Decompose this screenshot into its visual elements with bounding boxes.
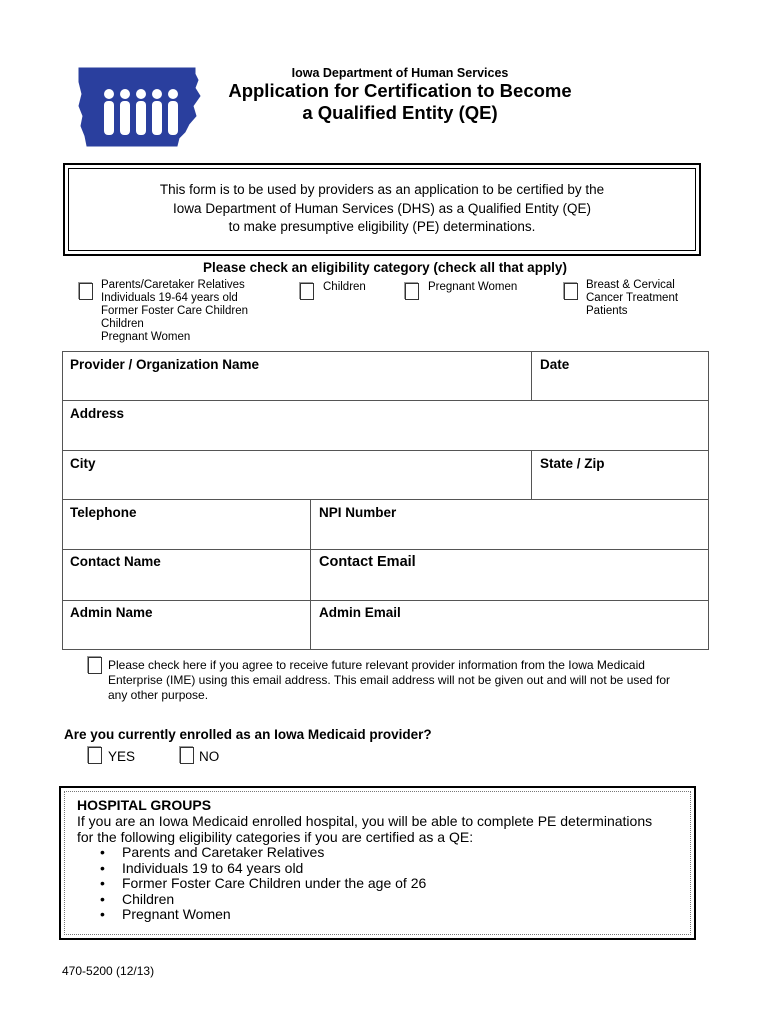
address-label: Address	[70, 406, 125, 421]
no-label: NO	[199, 749, 220, 764]
list-item: • Former Foster Care Children under the age of 26	[100, 875, 427, 891]
checkbox-pregnant-women[interactable]	[405, 283, 419, 300]
city-label: City	[70, 456, 96, 471]
hospital-groups-title: HOSPITAL GROUPS	[77, 797, 212, 813]
form-number: 470-5200 (12/13)	[62, 964, 155, 978]
admin-email-label: Admin Email	[319, 605, 401, 620]
contact-email-field[interactable]	[311, 550, 708, 600]
telephone-label: Telephone	[70, 505, 137, 520]
option-pregnant-women: Pregnant Women	[428, 281, 518, 293]
yes-label: YES	[108, 749, 136, 764]
bullet-icon: •	[100, 875, 105, 891]
checkbox-children[interactable]	[300, 283, 314, 300]
checkbox-breast-cervical[interactable]	[564, 283, 578, 300]
date-field[interactable]	[532, 352, 708, 400]
bullet-icon: •	[100, 906, 105, 922]
hospital-groups-line-2: for the following eligibility categories if you are certified as a QE:	[77, 829, 474, 845]
checkbox-no[interactable]	[180, 747, 194, 764]
option-children: Children	[323, 281, 366, 293]
agency-name: Iowa Department of Human Services	[291, 66, 509, 80]
admin-name-field[interactable]	[63, 601, 309, 649]
list-item: • Pregnant Women	[100, 906, 231, 922]
checkbox-yes[interactable]	[88, 747, 102, 764]
page-title-line2: a Qualified Entity (QE)	[302, 102, 498, 123]
date-label: Date	[540, 357, 570, 372]
city-field[interactable]	[63, 451, 530, 499]
hospital-groups-line-1: If you are an Iowa Medicaid enrolled hospital, you will be able to complete PE determinations	[77, 813, 653, 829]
list-item: • Individuals 19 to 64 years old	[100, 860, 304, 876]
option-parents-caretaker: Parents/Caretaker Relatives Individuals 19-64 years old Former Foster Care Children Children Pregnant Women	[101, 279, 248, 343]
admin-name-label: Admin Name	[70, 605, 153, 620]
checkbox-parents-caretaker[interactable]	[79, 283, 93, 300]
contact-name-field[interactable]	[63, 550, 309, 600]
eligibility-heading: Please check an eligibility category (check all that apply)	[203, 260, 567, 275]
enrolled-question: Are you currently enrolled as an Iowa Medicaid provider?	[64, 727, 432, 742]
address-field[interactable]	[63, 401, 708, 450]
list-item: • Children	[100, 891, 175, 907]
state-zip-label: State / Zip	[540, 456, 605, 471]
bullet-icon: •	[100, 860, 105, 876]
provider-name-field[interactable]	[63, 352, 530, 400]
page-title-line1: Application for Certification to Become	[228, 80, 572, 101]
agree-email-text: Please check here if you agree to receive future relevant provider information from the Iowa Medicaid Enterprise (IME) using this email address. This email address will not be given out and will not be used for any other purpose.	[108, 658, 671, 702]
bullet-icon: •	[100, 844, 105, 860]
telephone-field[interactable]	[63, 500, 309, 549]
contact-name-label: Contact Name	[70, 554, 161, 569]
provider-name-label: Provider / Organization Name	[70, 357, 260, 372]
state-zip-field[interactable]	[532, 451, 708, 499]
admin-email-field[interactable]	[311, 601, 708, 649]
intro-line-3: to make presumptive eligibility (PE) determinations.	[228, 219, 536, 234]
intro-line-1: This form is to be used by providers as an application to be certified by the	[159, 182, 605, 197]
option-breast-cervical: Breast & Cervical Cancer Treatment Patients	[586, 279, 679, 317]
npi-number-field[interactable]	[311, 500, 708, 549]
list-item: • Parents and Caretaker Relatives	[100, 844, 325, 860]
npi-number-label: NPI Number	[319, 505, 397, 520]
checkbox-agree-email[interactable]	[88, 657, 102, 674]
bullet-icon: •	[100, 891, 105, 907]
intro-line-2: Iowa Department of Human Services (DHS) as a Qualified Entity (QE)	[173, 201, 591, 216]
contact-email-label: Contact Email	[319, 554, 416, 570]
